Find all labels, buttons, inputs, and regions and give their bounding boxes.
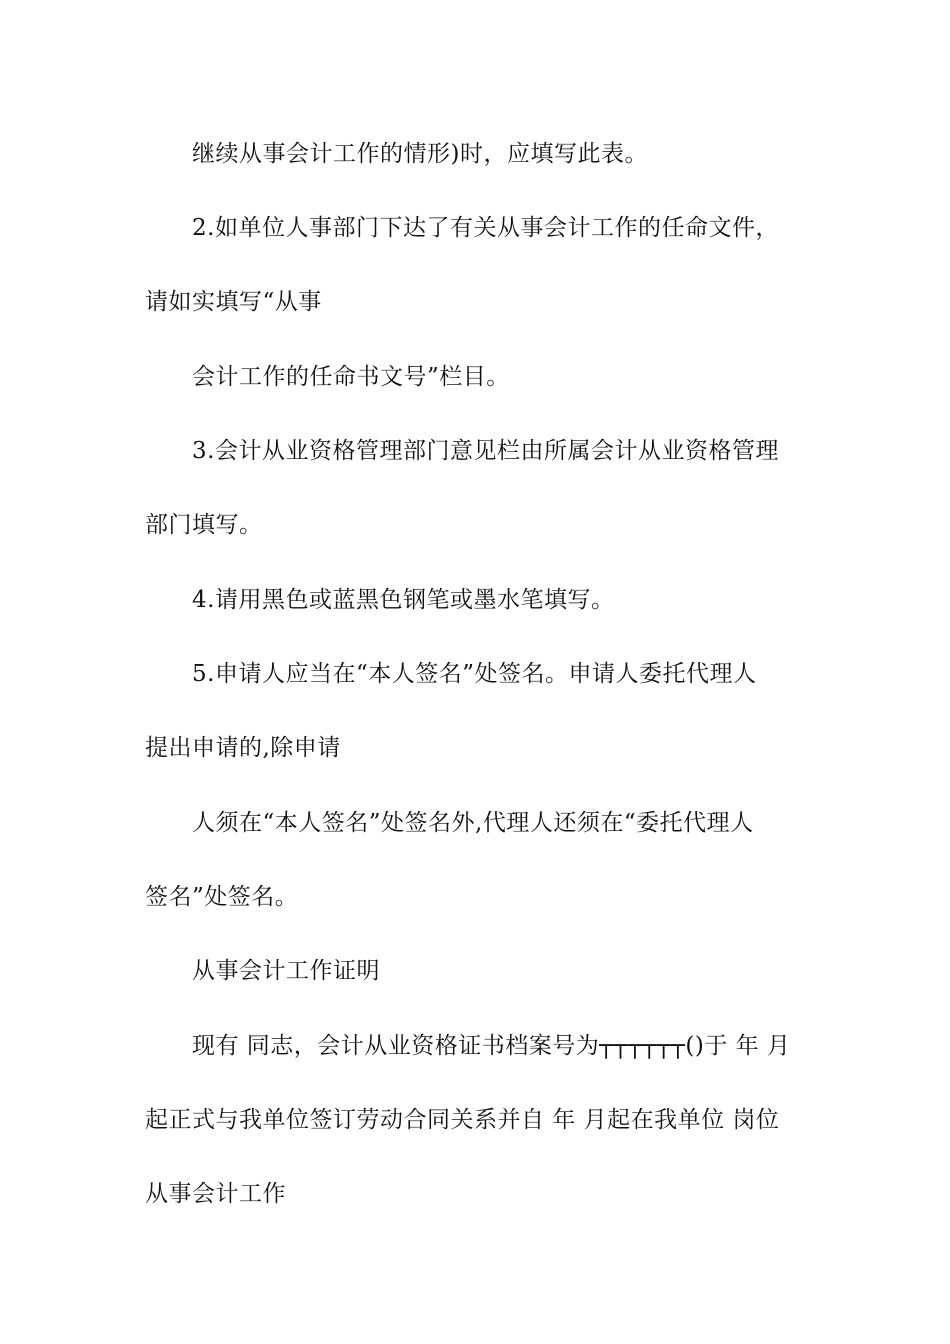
paragraph-line: 人须在“本人签名”处签名外,代理人还须在“委托代理人 [192, 810, 754, 836]
section-heading: 从事会计工作证明 [192, 958, 380, 984]
paragraph-line: 5.申请人应当在“本人签名”处签名。申请人委托代理人 [192, 661, 757, 687]
paragraph-line: 现有 同志，会计从业资格证书档案号为┬┬┬┬┬┬()于 年 月 [192, 1033, 791, 1059]
paragraph-line: 会计工作的任命书文号”栏目。 [192, 364, 510, 390]
paragraph-line: 部门填写。 [145, 512, 263, 538]
paragraph-line: 请如实填写“从事 [145, 289, 322, 315]
paragraph-line: 从事会计工作 [145, 1181, 286, 1207]
paragraph-line: 3.会计从业资格管理部门意见栏由所属会计从业资格管理 [192, 438, 779, 464]
paragraph-line: 2.如单位人事部门下达了有关从事会计工作的任命文件， [192, 215, 779, 241]
paragraph-line: 继续从事会计工作的情形)时，应填写此表。 [192, 141, 648, 167]
paragraph-line: 4.请用黑色或蓝黑色钢笔或墨水笔填写。 [192, 587, 615, 613]
paragraph-line: 提出申请的,除申请 [145, 735, 341, 761]
paragraph-line: 签名”处签名。 [145, 884, 299, 910]
paragraph-line: 起正式与我单位签订劳动合同关系并自 年 月起在我单位 岗位 [145, 1107, 780, 1133]
